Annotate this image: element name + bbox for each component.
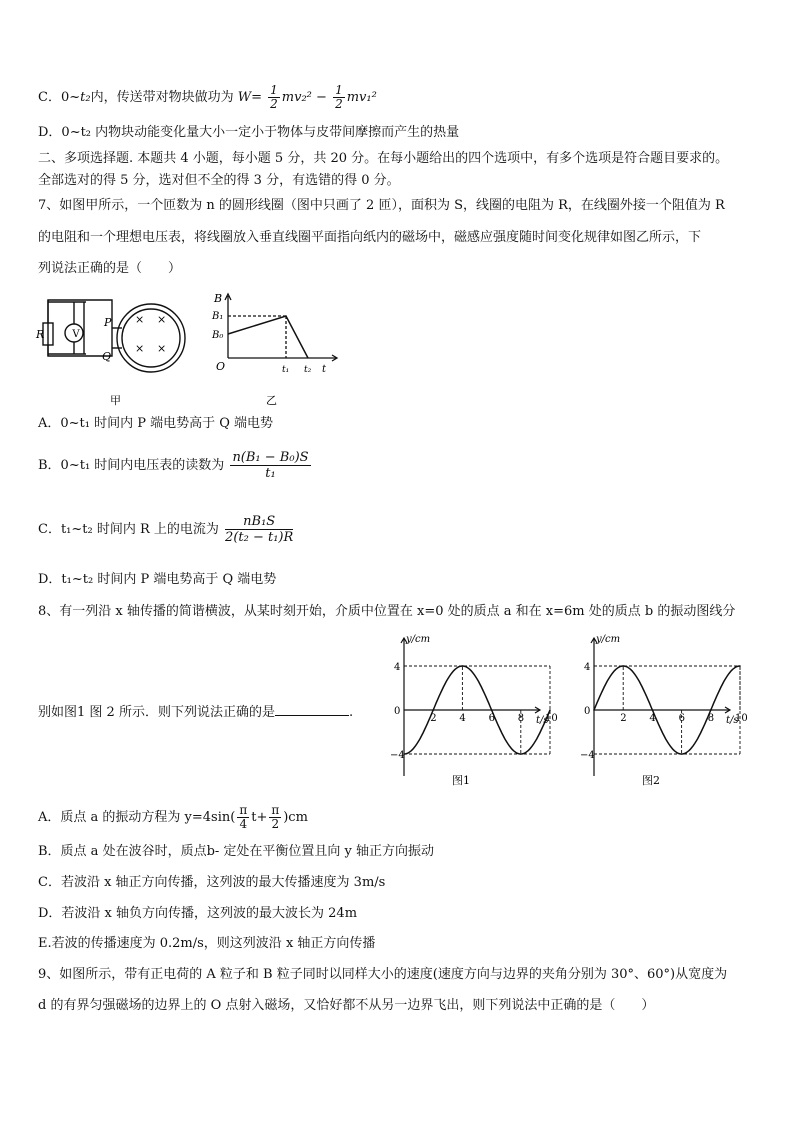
answer-blank[interactable] xyxy=(275,703,349,716)
x-tick-label: 4 xyxy=(649,713,656,724)
t2-label: t₂ xyxy=(304,365,312,375)
data-point xyxy=(520,753,522,755)
q8-stem-text: 别如图1 图 2 所示．则下列说法正确的是 xyxy=(38,705,275,720)
q7-stem-line-3: 列说法正确的是（ ） xyxy=(38,261,182,276)
field-cross-2: × xyxy=(157,313,167,326)
q8-opta-pi-over-4: $\frac{\pi}{4}$ xyxy=(239,803,248,831)
q8-option-a[interactable] xyxy=(38,804,308,831)
origin-label: 0 xyxy=(584,706,591,717)
terminal-q-label: Q xyxy=(102,350,112,363)
q9-stem-line-1: 9、如图所示，带有正电荷的 A 粒子和 B 粒子同时以同样大小的速度(速度方向与边界的夹角分别为 30°、60°)从宽度为 xyxy=(38,967,728,982)
data-point xyxy=(710,709,712,711)
x-tick-label: 10 xyxy=(545,713,558,724)
figure-jia-caption: 甲 xyxy=(110,394,121,407)
b0-label: B₀ xyxy=(212,330,224,341)
data-point xyxy=(681,753,683,755)
y-tick-label: −4 xyxy=(390,750,405,761)
x-axis-label: t/s xyxy=(536,715,549,726)
origin-label: O xyxy=(216,360,226,373)
field-cross-1: × xyxy=(135,313,145,326)
data-point xyxy=(739,665,741,667)
figure-yi-caption: 乙 xyxy=(266,394,277,407)
q8-option-d[interactable]: D．若波沿 x 轴负方向传播，这列波的最大波长为 24m xyxy=(38,906,358,921)
q6-optc-m2: mv₁² xyxy=(346,90,377,105)
x-tick-label: 8 xyxy=(707,713,715,724)
q8-opta-post: )cm xyxy=(283,810,308,825)
q8-opta-pi-over-2: $\frac{\pi}{2}$ xyxy=(271,803,280,831)
q8-opta-mid: t+ xyxy=(251,810,268,825)
data-point xyxy=(652,709,654,711)
x-tick-label: 6 xyxy=(678,713,685,724)
data-point xyxy=(462,665,464,667)
data-point xyxy=(622,665,624,667)
chart-caption: 图1 xyxy=(452,774,470,787)
x-tick-label: 8 xyxy=(517,713,525,724)
q7-stem-line-2: 的电阻和一个理想电压表，将线圈放入垂直线圈平面指向纸内的磁场中，磁感应强度随时间变化规律如图乙所示，下 xyxy=(38,230,702,245)
wave-chart-fig1 xyxy=(368,628,558,790)
wave-chart-fig2 xyxy=(558,628,748,790)
q6-option-d[interactable]: D．0~t₂ 内物块动能变化量大小一定小于物体与皮带间摩擦而产生的热量 xyxy=(38,125,460,140)
q6-optc-m1: mv₂² xyxy=(281,90,312,105)
q7-stem-line-1: 7、如图甲所示，一个匝数为 n 的圆形线圈（图中只画了 2 匝），面积为 S，线圈的电阻为 R，在线圈外接一个阻值为 R xyxy=(38,198,725,213)
q6-optc-half-1: $\frac{1}{2}$ xyxy=(270,83,278,111)
q9-stem-line-2: d 的有界匀强磁场的边界上的 O 点射入磁场，又恰好都不从另一边界飞出，则下列说法中正确的是（ ） xyxy=(38,998,655,1013)
q6-optc-t2: t₂ xyxy=(80,90,91,105)
figure-jia-circuit xyxy=(34,290,194,408)
q6-optc-prefix: C．0~ xyxy=(38,90,81,105)
section-2-line-1: 二、多项选择题. 本题共 4 小题，每小题 5 分，共 20 分。在每小题给出的四个选项中，有多个选项是符合题目要求的。 xyxy=(38,151,729,166)
q7-option-c[interactable] xyxy=(38,514,295,545)
x-axis-label: t/s xyxy=(726,715,739,726)
figure-yi-bt-graph xyxy=(206,290,346,408)
y-tick-label: 4 xyxy=(584,662,591,673)
q8-stem-line-1: 8、有一列沿 x 轴传播的简谐横波，从某时刻开始，介质中位置在 x=0 处的质点 a 和在 x=6m 处的质点 b 的振动图线分 xyxy=(38,604,736,619)
q7-optc-fraction: $\frac{\text{nB₁S}}{\text{2(t₂ − t₁)R}}$ xyxy=(225,514,294,545)
data-point xyxy=(432,709,434,711)
q7-option-b[interactable] xyxy=(38,450,313,481)
t-axis-label: t xyxy=(322,364,327,375)
q8-option-b[interactable]: B．质点 a 处在波谷时，质点b- 定处在平衡位置且向 y 轴正方向振动 xyxy=(38,844,435,859)
y-axis-label: y/cm xyxy=(596,634,621,645)
q7-optb-fraction: $\frac{\text{n(B₁ − B₀)S}}{\text{t₁}}$ xyxy=(232,450,309,481)
x-tick-label: 6 xyxy=(488,713,495,724)
q7-optc-text: C．t₁~t₂ 时间内 R 上的电流为 xyxy=(38,522,219,537)
b1-label: B₁ xyxy=(212,311,224,322)
x-tick-label: 2 xyxy=(430,713,437,724)
q7-optb-text: B．0~t₁ 时间内电压表的读数为 xyxy=(38,458,225,473)
q7-option-a[interactable]: A．0~t₁ 时间内 P 端电势高于 Q 端电势 xyxy=(38,416,274,431)
field-cross-3: × xyxy=(135,342,145,355)
q8-stem-line-2 xyxy=(38,703,353,722)
origin-label: 0 xyxy=(394,706,401,717)
x-tick-label: 4 xyxy=(459,713,466,724)
y-tick-label: 4 xyxy=(394,662,401,673)
q8-opta-pre: A．质点 a 的振动方程为 y=4sin( xyxy=(38,810,236,825)
field-cross-4: × xyxy=(157,342,167,355)
data-point xyxy=(549,709,551,711)
section-2-line-2: 全部选对的得 5 分，选对但不全的得 3 分，有选错的得 0 分。 xyxy=(38,173,400,188)
terminal-p-label: P xyxy=(104,316,112,329)
y-axis-label: y/cm xyxy=(406,634,431,645)
data-point xyxy=(593,709,595,711)
q8-option-c[interactable]: C．若波沿 x 轴正方向传播，这列波的最大传播速度为 3m/s xyxy=(38,875,386,890)
axis-b-label: B xyxy=(214,292,223,305)
data-point xyxy=(491,709,493,711)
q8-stem-end: . xyxy=(348,705,354,720)
q6-option-c[interactable] xyxy=(38,84,377,111)
q7-option-d[interactable]: D．t₁~t₂ 时间内 P 端电势高于 Q 端电势 xyxy=(38,572,277,587)
q6-optc-eq: = xyxy=(251,90,262,105)
q6-optc-mid: 内，传送带对物块做功为 xyxy=(90,90,234,105)
resistor-label: R xyxy=(36,328,45,341)
y-tick-label: −4 xyxy=(580,750,595,761)
q6-optc-w: W xyxy=(237,90,252,105)
x-tick-label: 10 xyxy=(735,713,748,724)
q8-option-e[interactable]: E.若波的传播速度为 0.2m/s，则这列波沿 x 轴正方向传播 xyxy=(38,936,376,951)
t1-label: t₁ xyxy=(282,365,290,375)
chart-caption: 图2 xyxy=(642,774,660,787)
q6-optc-half-2: $\frac{1}{2}$ xyxy=(335,83,343,111)
voltmeter-label: V xyxy=(72,329,80,340)
x-tick-label: 2 xyxy=(620,713,627,724)
q6-optc-minus: − xyxy=(316,90,327,105)
